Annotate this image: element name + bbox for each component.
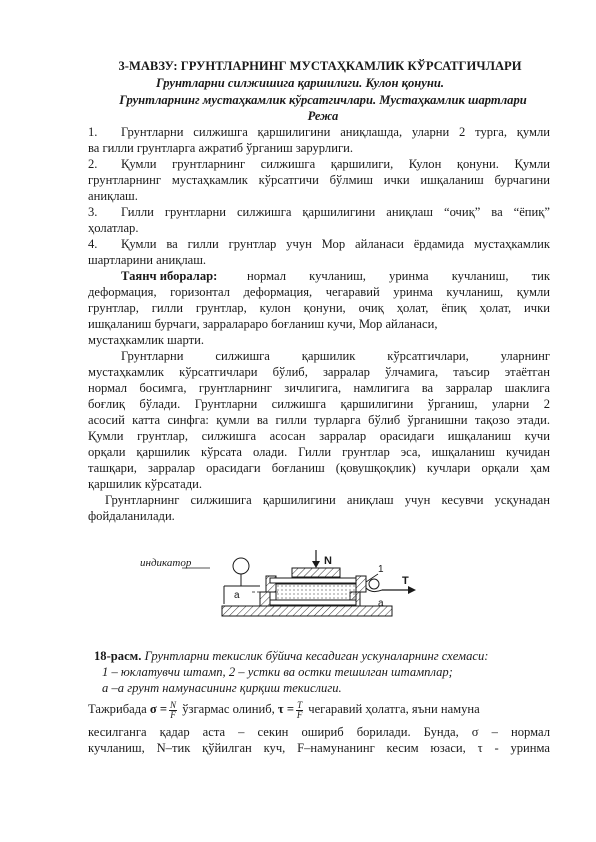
formula-line: [88, 698, 550, 720]
label-N: N: [324, 555, 332, 567]
shear-apparatus-diagram: [120, 548, 420, 640]
plan-item-number: 2.: [88, 157, 98, 171]
paragraph-line: қаршилик кўрсатади.: [88, 477, 202, 491]
keywords-text: мустаҳкамлик шарти.: [88, 333, 204, 347]
soil-sample: [276, 584, 356, 600]
subtitle-1: Грунтларни силжишига қаршилиги. Кулон қонуни.: [155, 76, 445, 90]
figure-caption-line: а –а грунт намунасининг қирқиш текислиги.: [102, 681, 342, 695]
indicator-dial: [233, 558, 249, 574]
fraction-numerator: N: [170, 699, 177, 710]
shear-apparatus-figure: [120, 548, 420, 640]
plan-item-number: 4.: [88, 237, 98, 251]
paragraph-line: орқали қаршилик кўрсата олади. Гилли грунтлар эса, ишқаланиш кучидан: [88, 445, 550, 459]
plan-item-text: шартларини аниқлаш.: [88, 253, 207, 267]
text-fragment: ўзгармас олиниб,: [182, 702, 275, 716]
plan-item-text: грунтларнинг мустаҳкамлик кўрсатгичи бўлмиш ички ишқаланиш бурчагини: [88, 173, 550, 187]
pulley: [369, 579, 379, 589]
paragraph-line: Грунтларни силжишга қаршилик кўрсатгичлари, уларнинг: [121, 349, 550, 363]
figure-caption: [94, 648, 488, 664]
sigma-formula: σ =: [149, 702, 168, 716]
paragraph-line: асосий катта синфга: қумли ва гилли турларга бўлиб ўрганишни тақозо этади.: [88, 413, 550, 427]
plan-item-number: 1.: [88, 125, 98, 139]
text-fragment: чегаравий ҳолатга, яъни намуна: [308, 702, 480, 716]
keywords-text: нормал кучланиш, уринма кучланиш, тик: [247, 269, 550, 283]
loading-stamp: [292, 568, 340, 577]
fraction-denominator: F: [170, 709, 176, 720]
keywords-text: ишқаланиш бурчаги, зарралараро боғланиш кучи, Мор айланаси,: [88, 317, 438, 331]
plan-item-text: ҳолатлар.: [88, 221, 139, 235]
keywords-text: грунтлар, гилли грунтлар, кулон қонуни, очиқ ҳолат, ёпиқ ҳолат, ички: [88, 301, 550, 315]
paragraph-line: фойдаланилади.: [88, 509, 175, 523]
plan-item-number: 3.: [88, 205, 98, 219]
plan-item-text: Қумли грунтларнинг силжишга қаршилиги, Кулон қонуни. Қумли: [121, 157, 550, 171]
page-title: 3-МАВЗУ: ГРУНТЛАРНИНГ МУСТАҲКАМЛИК КЎРСАТГИЧЛАРИ: [118, 59, 522, 73]
fraction-denominator: F: [296, 709, 303, 720]
plan-item-text: Қумли ва гилли грунтлар учун Мор айланаси ёрдамида мустаҳкамлик: [121, 237, 550, 251]
paragraph-line: боғлиқ бўлади. Грунтларни силжишга қаршилигини ўрганиш, уларни 2: [88, 397, 550, 411]
paragraph-line: нормал босимга, грунтларнинг зичлигига, намлигига ва зарралар шаклига: [88, 381, 550, 395]
label-1: 1: [378, 564, 384, 575]
keywords-text: деформация, горизонтал деформация, чегаравий уринма кучланиш, қумли: [88, 285, 550, 299]
base-plate: [222, 606, 392, 616]
paragraph-line: мустаҳкамлик кўрсатгичлари бўлиб, зарралар ўлчамига, таъсир этаётган: [88, 365, 550, 379]
text-fragment: Тажрибада: [88, 702, 147, 716]
figure-caption-text: Грунтларни текислик бўйича кесадиган ускуналарнинг схемаси:: [144, 649, 489, 663]
paragraph-line: кучланиш, N–тик қўйилган куч, F–намунанинг кесим юзаси, τ - уринма: [88, 741, 550, 755]
paragraph-line: Қумли грунтлар, силжишга асосан зарралар орасидаги ишқаланиш кучи: [88, 429, 550, 443]
plan-item-text: Гилли грунтларни силжишга қаршилигини аниқлаш “очиқ” ва “ёпиқ”: [121, 205, 550, 219]
plan-item-text: ва гилли грунтларга ажратиб ўрганиш зарурлиги.: [88, 141, 354, 155]
label-T: T: [402, 575, 409, 587]
keywords-label: Таянч иборалар:: [121, 269, 218, 283]
fraction-numerator: T: [297, 699, 303, 710]
fraction-t-over-f: [296, 701, 303, 720]
figure-number: 18-расм.: [94, 649, 142, 663]
figure-caption-line: 1 – юклатувчи штамп, 2 – устки ва остки тешилган штамплар;: [102, 665, 453, 679]
paragraph-line: ташқари, зарралар орасидаги боғланиш (қовушқоқлик) кучлари орқали ҳам: [88, 461, 550, 475]
paragraph-line: кесилганга қадар аста – секин ошириб борилади. Бунда, σ – нормал: [88, 725, 550, 739]
plan-item-text: Грунтларни силжишга қаршилигини аниқлашда, уларни 2 турга, қумли: [121, 125, 550, 139]
indicator-label: индикатор: [140, 557, 192, 569]
label-a-right: а: [378, 598, 384, 609]
tau-formula: τ =: [277, 702, 295, 716]
paragraph-line: Грунтларнинг силжишига қаршилигини аниқлаш учун кесувчи усқунадан: [105, 493, 550, 507]
plan-item-text: аниқлаш.: [88, 189, 138, 203]
subtitle-2: Грунтларнинг мустаҳкамлик кўрсатгичлари. Мустаҳкамлик шартлари: [119, 93, 527, 107]
fraction-n-over-f: [169, 701, 177, 720]
label-a-left: а: [234, 590, 240, 601]
plan-heading: Режа: [307, 109, 339, 123]
